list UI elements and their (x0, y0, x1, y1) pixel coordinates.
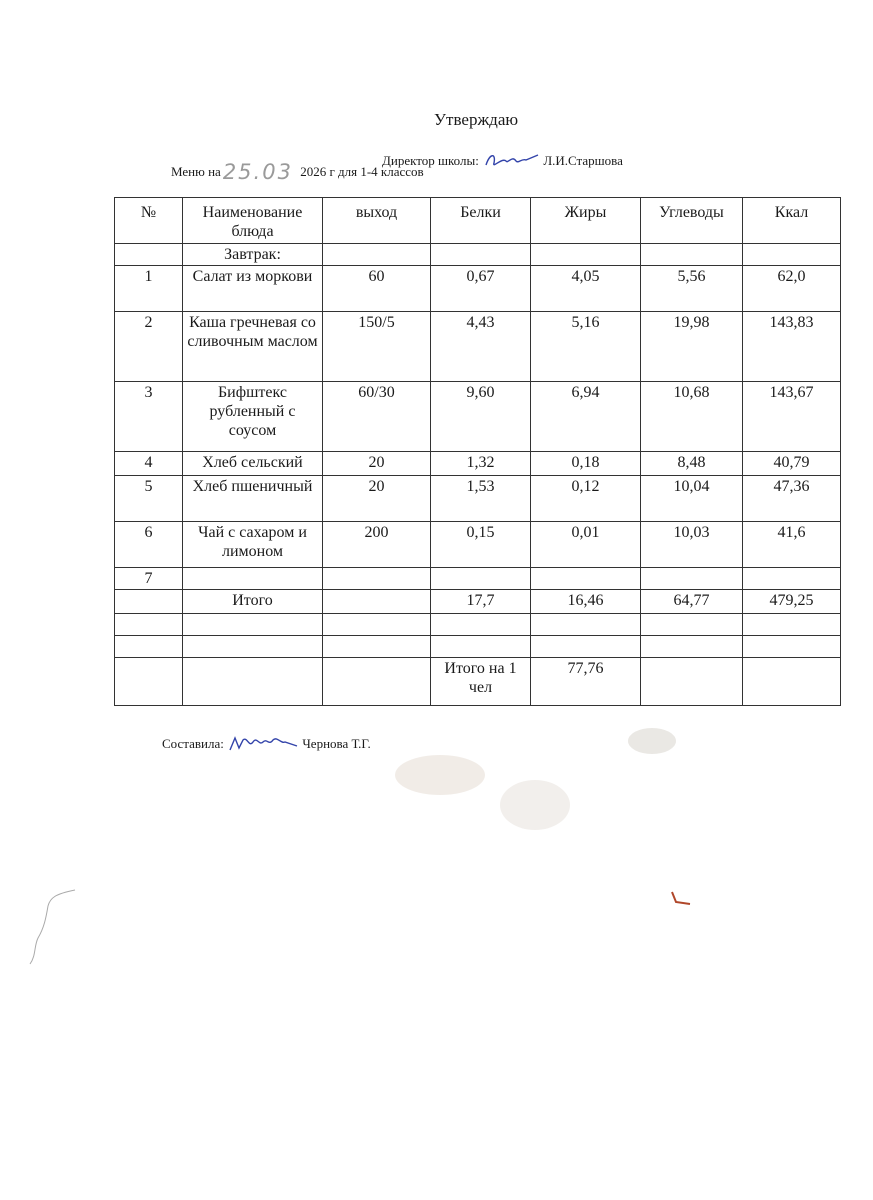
col-proteins: Белки (431, 198, 531, 244)
row-kcal (743, 568, 841, 590)
row-output: 60/30 (323, 382, 431, 452)
table-row (115, 476, 841, 522)
row-number: 5 (115, 476, 183, 522)
row-carbs: 19,98 (641, 312, 743, 382)
per-person-row (115, 658, 841, 706)
scan-stain (395, 755, 485, 795)
menu-date: 25.03 (222, 160, 293, 184)
row-proteins: 9,60 (431, 382, 531, 452)
row-carbs: 8,48 (641, 452, 743, 476)
row-number: 2 (115, 312, 183, 382)
empty-row (115, 614, 841, 636)
col-fats: Жиры (531, 198, 641, 244)
row-dish: Чай с сахаром и лимоном (183, 522, 323, 568)
table-header-row (115, 198, 841, 244)
scan-stain (500, 780, 570, 830)
row-output: 150/5 (323, 312, 431, 382)
per-person-value: 77,76 (531, 658, 641, 706)
row-kcal: 62,0 (743, 266, 841, 312)
row-number: 3 (115, 382, 183, 452)
row-number: 4 (115, 452, 183, 476)
menu-prefix: Меню на (171, 164, 221, 179)
row-fats: 0,01 (531, 522, 641, 568)
section-row (115, 244, 841, 266)
row-dish: Хлеб сельский (183, 452, 323, 476)
table-row (115, 382, 841, 452)
menu-date-line (171, 160, 424, 184)
row-dish: Хлеб пшеничный (183, 476, 323, 522)
row-carbs: 10,03 (641, 522, 743, 568)
row-number: 6 (115, 522, 183, 568)
row-proteins: 1,32 (431, 452, 531, 476)
director-name: Л.И.Старшова (543, 153, 623, 168)
table-row (115, 266, 841, 312)
table-row (115, 452, 841, 476)
row-carbs: 5,56 (641, 266, 743, 312)
row-output (323, 568, 431, 590)
composed-name: Чернова Т.Г. (302, 736, 371, 751)
empty-row (115, 636, 841, 658)
row-carbs: 10,68 (641, 382, 743, 452)
row-kcal: 40,79 (743, 452, 841, 476)
menu-table (114, 197, 841, 706)
composed-line (162, 732, 371, 754)
row-output: 60 (323, 266, 431, 312)
row-proteins: 0,15 (431, 522, 531, 568)
row-carbs: 10,04 (641, 476, 743, 522)
row-dish: Бифштекс рубленный с соусом (183, 382, 323, 452)
row-proteins (431, 568, 531, 590)
row-proteins: 0,67 (431, 266, 531, 312)
total-fats: 16,46 (531, 590, 641, 614)
col-carbs: Углеводы (641, 198, 743, 244)
row-output: 20 (323, 476, 431, 522)
row-output: 200 (323, 522, 431, 568)
total-kcal: 479,25 (743, 590, 841, 614)
col-kcal: Ккал (743, 198, 841, 244)
total-row (115, 590, 841, 614)
row-kcal: 41,6 (743, 522, 841, 568)
row-fats (531, 568, 641, 590)
per-person-label: Итого на 1 чел (431, 658, 531, 706)
composer-signature (227, 732, 299, 754)
composed-label: Составила: (162, 736, 224, 751)
row-fats: 6,94 (531, 382, 641, 452)
table-row (115, 312, 841, 382)
row-number: 7 (115, 568, 183, 590)
scan-stain (628, 728, 676, 754)
row-kcal: 143,67 (743, 382, 841, 452)
row-output: 20 (323, 452, 431, 476)
col-output: выход (323, 198, 431, 244)
table-row (115, 522, 841, 568)
table-row (115, 568, 841, 590)
row-proteins: 1,53 (431, 476, 531, 522)
row-kcal: 143,83 (743, 312, 841, 382)
row-fats: 0,18 (531, 452, 641, 476)
menu-suffix: 2026 г для 1-4 классов (300, 164, 424, 179)
row-number: 1 (115, 266, 183, 312)
row-kcal: 47,36 (743, 476, 841, 522)
total-proteins: 17,7 (431, 590, 531, 614)
row-dish: Салат из моркови (183, 266, 323, 312)
row-carbs (641, 568, 743, 590)
row-dish: Каша гречневая со сливочным маслом (183, 312, 323, 382)
row-dish (183, 568, 323, 590)
director-signature (482, 149, 540, 171)
scan-scratch (20, 888, 80, 968)
row-fats: 4,05 (531, 266, 641, 312)
row-fats: 0,12 (531, 476, 641, 522)
col-dish-name: Наименование блюда (183, 198, 323, 244)
director-label: Директор школы: (382, 153, 479, 168)
section-label: Завтрак: (183, 244, 323, 266)
scan-mark (670, 888, 696, 908)
approve-heading: Утверждаю (434, 110, 519, 129)
row-proteins: 4,43 (431, 312, 531, 382)
row-fats: 5,16 (531, 312, 641, 382)
total-carbs: 64,77 (641, 590, 743, 614)
col-number: № (115, 198, 183, 244)
total-label: Итого (183, 590, 323, 614)
